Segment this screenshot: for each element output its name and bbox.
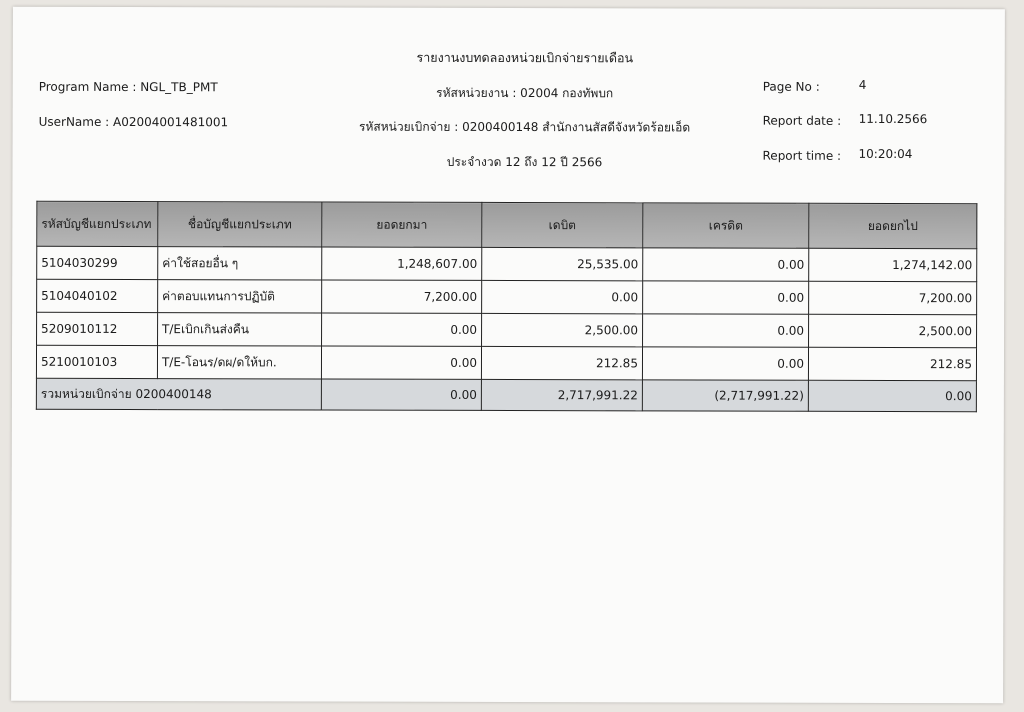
cell-account-code: 5210010103 bbox=[36, 345, 157, 378]
cell-account-code: 5209010112 bbox=[37, 312, 158, 345]
cell-total-label: รวมหน่วยเบิกจ่าย 0200400148 bbox=[36, 378, 321, 410]
cell-carried-forward: 2,500.00 bbox=[809, 314, 977, 347]
username: UserName : A02004001481001 bbox=[38, 114, 229, 130]
cell-total-credit: (2,717,991.22) bbox=[642, 380, 808, 411]
cell-brought-forward: 7,200.00 bbox=[322, 280, 482, 313]
col-header-carried-forward: ยอดยกไป bbox=[809, 203, 977, 248]
cell-brought-forward: 1,248,607.00 bbox=[322, 247, 482, 280]
table-row bbox=[36, 345, 976, 380]
cell-account-code: 5104030299 bbox=[37, 246, 158, 279]
cell-carried-forward: 1,274,142.00 bbox=[809, 248, 977, 281]
cell-debit: 0.00 bbox=[482, 280, 643, 313]
cell-credit: 0.00 bbox=[642, 347, 808, 380]
cell-carried-forward: 7,200.00 bbox=[809, 281, 977, 314]
report-time-label: Report time : bbox=[762, 148, 842, 163]
table-row bbox=[37, 279, 977, 314]
col-header-credit: เครดิต bbox=[643, 203, 809, 248]
unit-code: รหัสหน่วยงาน : 02004 กองทัพบก bbox=[436, 85, 614, 101]
cell-credit: 0.00 bbox=[643, 248, 809, 281]
report-date-value: 11.10.2566 bbox=[858, 111, 928, 127]
col-header-debit: เดบิต bbox=[482, 202, 643, 247]
trial-balance-table bbox=[36, 201, 978, 412]
cell-account-name: ค่าใช้สอยอื่น ๆ bbox=[158, 247, 322, 280]
cell-credit: 0.00 bbox=[643, 314, 809, 347]
cell-total-debit: 2,717,991.22 bbox=[481, 379, 642, 410]
report-date-label: Report date : bbox=[762, 113, 842, 128]
cell-debit: 25,535.00 bbox=[482, 247, 643, 280]
report-title: รายงานงบทดลองหน่วยเบิกจ่ายรายเดือน bbox=[416, 49, 634, 66]
table-total-row bbox=[36, 378, 976, 411]
page-no-value: 4 bbox=[858, 77, 867, 92]
cell-total-carried-forward: 0.00 bbox=[808, 380, 976, 411]
report-time-value: 10:20:04 bbox=[858, 146, 913, 162]
cell-credit: 0.00 bbox=[643, 281, 809, 314]
cell-total-brought-forward: 0.00 bbox=[321, 379, 481, 410]
cell-account-code: 5104040102 bbox=[37, 279, 158, 312]
col-header-brought-forward: ยอดยกมา bbox=[322, 202, 482, 247]
cell-debit: 212.85 bbox=[481, 346, 642, 379]
cell-account-name: T/Eเบิกเกินส่งคืน bbox=[158, 313, 322, 346]
cell-account-name: ค่าตอบแทนการปฏิบัติ bbox=[158, 280, 322, 313]
disbursing-unit: รหัสหน่วยเบิกจ่าย : 0200400148 สำนักงานสัสดีจังหวัดร้อยเอ็ด bbox=[359, 119, 691, 135]
report-page bbox=[11, 7, 1005, 704]
cell-brought-forward: 0.00 bbox=[322, 313, 482, 346]
table-header-row bbox=[37, 201, 977, 248]
cell-debit: 2,500.00 bbox=[482, 313, 643, 346]
cell-account-name: T/E-โอนร/ดผ/ดให้บก. bbox=[157, 346, 321, 379]
page-no-label: Page No : bbox=[762, 79, 820, 94]
table-row bbox=[37, 246, 977, 281]
col-header-account-code: รหัสบัญชีแยกประเภท bbox=[37, 201, 158, 246]
report-period: ประจำงวด 12 ถึง 12 ปี 2566 bbox=[446, 154, 603, 170]
cell-carried-forward: 212.85 bbox=[808, 347, 976, 380]
table-row bbox=[37, 312, 977, 347]
program-name: Program Name : NGL_TB_PMT bbox=[38, 79, 218, 95]
col-header-account-name: ชื่อบัญชีแยกประเภท bbox=[158, 202, 322, 247]
cell-brought-forward: 0.00 bbox=[321, 346, 481, 379]
